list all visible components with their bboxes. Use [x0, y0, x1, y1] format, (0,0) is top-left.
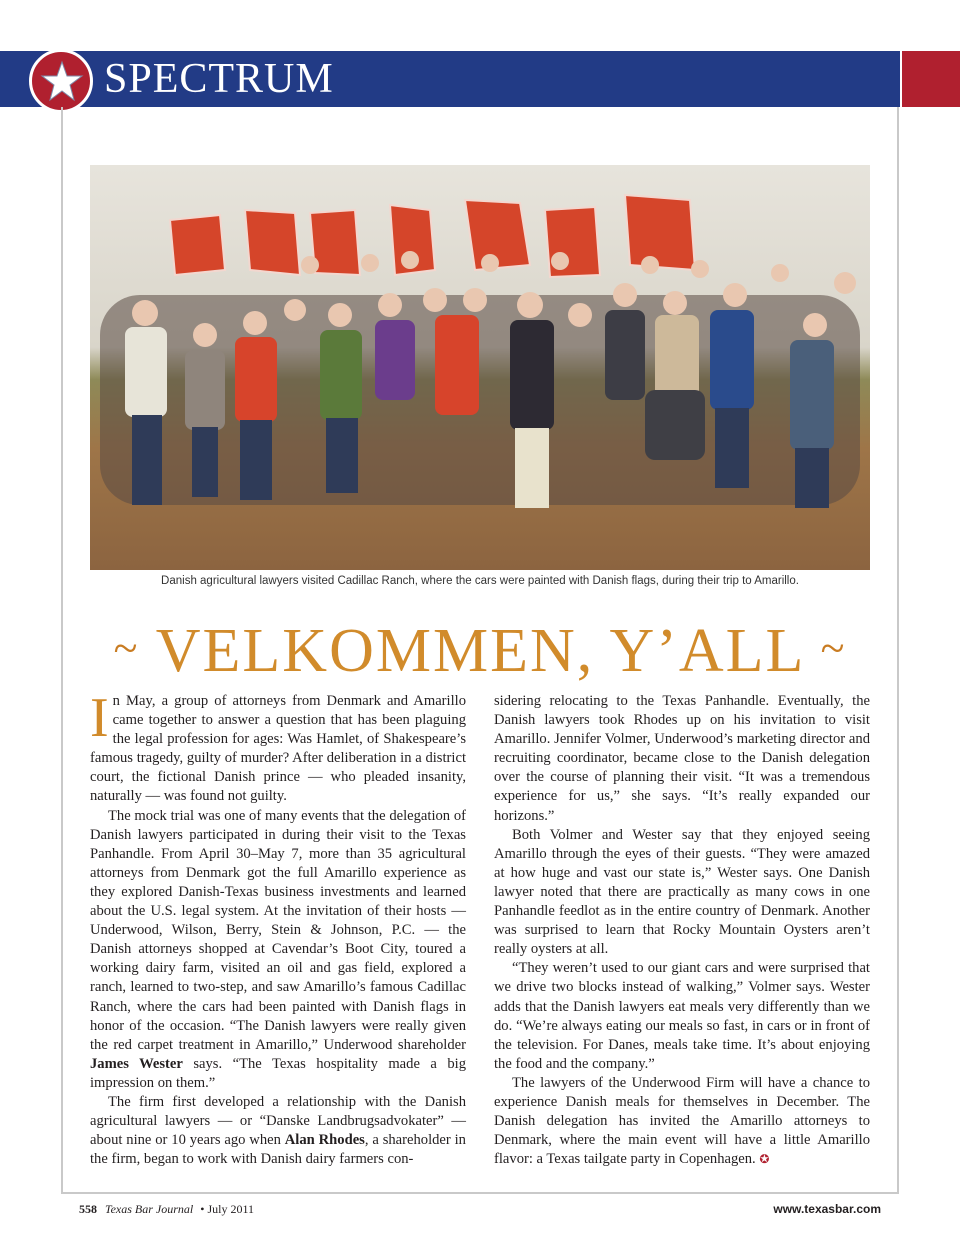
headline-text: VELKOMMEN, Y’ALL: [155, 617, 804, 685]
person-name-rhodes: Alan Rhodes: [284, 1132, 365, 1149]
tilde-left: ~: [113, 624, 140, 673]
article-column-left: [90, 687, 466, 1169]
star-badge: [29, 49, 93, 113]
journal-name: Texas Bar Journal: [105, 1202, 194, 1216]
paragraph-2-end: says. “The Texas hospitality made a big impression on them.”: [90, 1055, 466, 1091]
paragraph-2: [90, 807, 466, 1093]
photo-illustration: [90, 165, 870, 570]
paragraph-1-text: n May, a group of attorneys from Denmark and Amarillo came together to answer a question that has been plaguing the legal profession for ages: Was Hamlet, of Shakespeare’s famous tragedy, guilty of murder? After deliberation in a district court, the fictional Danish prince — who pleaded insanity, naturally — was found not guilty.: [90, 693, 466, 805]
paragraph-3-continued: sidering relocating to the Texas Panhandle. Eventually, the Danish lawyers took Rhodes up on his invitation to visit Amarillo. Jennifer Volmer, Underwood’s marketing director and recruiting coordinator, became close to the Danish delegation over the course of planning their visit. “It was a tremendous experience for us,” she says. “It’s really expanded our horizons.”: [494, 693, 870, 824]
header-accent-block: [902, 51, 960, 107]
end-mark-icon: ✪: [759, 1152, 770, 1167]
paragraph-3-end: , a shareholder in the firm, began to work with Danish dairy farmers con-: [90, 1132, 466, 1168]
issue-date: July 2011: [207, 1202, 254, 1216]
article-headline: [90, 612, 870, 688]
paragraph-1: [90, 687, 466, 807]
tilde-right: ~: [820, 624, 847, 673]
drop-cap: I: [90, 687, 109, 749]
paragraph-4: Both Volmer and Wester say that they enjoyed seeing Amarillo through the eyes of their guests. “They were amazed at how huge and vast our state is,” Wester says. One Danish lawyer noted that there are practically as many cows in one Panhandle feedlot as in the entire country of Denmark. Another was surprised to learn that Rocky Mountain Oysters aren’t really oysters at all.: [494, 826, 870, 958]
paragraph-5: “They weren’t used to our giant cars and were surprised that we drive two blocks instead of walking,” Volmer says. Wester adds that the Danish lawyers eat meals very differently than we do. “We’re always eating our meals so fast, in cars or in front of the television. For Danes, meals take time. It’s about enjoying the food and the company.”: [494, 960, 870, 1072]
photo-caption: Danish agricultural lawyers visited Cadillac Ranch, where the cars were painted with Danish flags, during their trip to Amarillo.: [161, 575, 799, 587]
paragraph-3: [90, 1093, 466, 1169]
paragraph-2-text: The mock trial was one of many events that the delegation of Danish lawyers participated in during their visit to the Texas Panhandle. From April 30–May 7, more than 35 agricultural attorneys from Denmark got the full Amarillo experience as they explored Danish-Texas business investments and learned about the U.S. legal system. At the invitation of their hosts — Underwood, Wilson, Berry, Stein & Johnson, P.C. — the Danish attorneys shopped at Cavendar’s Boot City, toured a working dairy farm, visited an oil and gas field, explored a ranch, learned to two-step, and saw Amarillo’s famous Cadillac Ranch, where the cars had been painted with Danish flags in honor of the occasion. “The Danish lawyers were really given the red carpet treatment in Amarillo,” Underwood shareholder: [90, 807, 466, 1053]
paragraph-6-text: The lawyers of the Underwood Firm will have a chance to experience Danish meals for themselves in December. The Danish delegation has invited the Amarillo attorneys to Denmark, where the main event will have a little Amarillo flavor: a Texas tailgate party in Copenhagen.: [494, 1074, 870, 1168]
paragraph-3-text: The firm first developed a relationship with the Danish agricultural lawyers — or “Danske Landbrugsadvokater” — about nine or 10 years ago when: [90, 1093, 466, 1149]
website-link[interactable]: www.texasbar.com: [773, 1202, 881, 1216]
footer-bullet: •: [200, 1202, 205, 1216]
article-column-right: [494, 692, 870, 1169]
page-number: 558: [79, 1202, 97, 1216]
star-icon: [40, 59, 84, 103]
footer-folio: [79, 1202, 254, 1217]
person-name-wester: James Wester: [90, 1055, 183, 1072]
section-title: SPECTRUM: [104, 56, 334, 102]
group-photo: [90, 165, 870, 570]
paragraph-6: [494, 1074, 870, 1169]
